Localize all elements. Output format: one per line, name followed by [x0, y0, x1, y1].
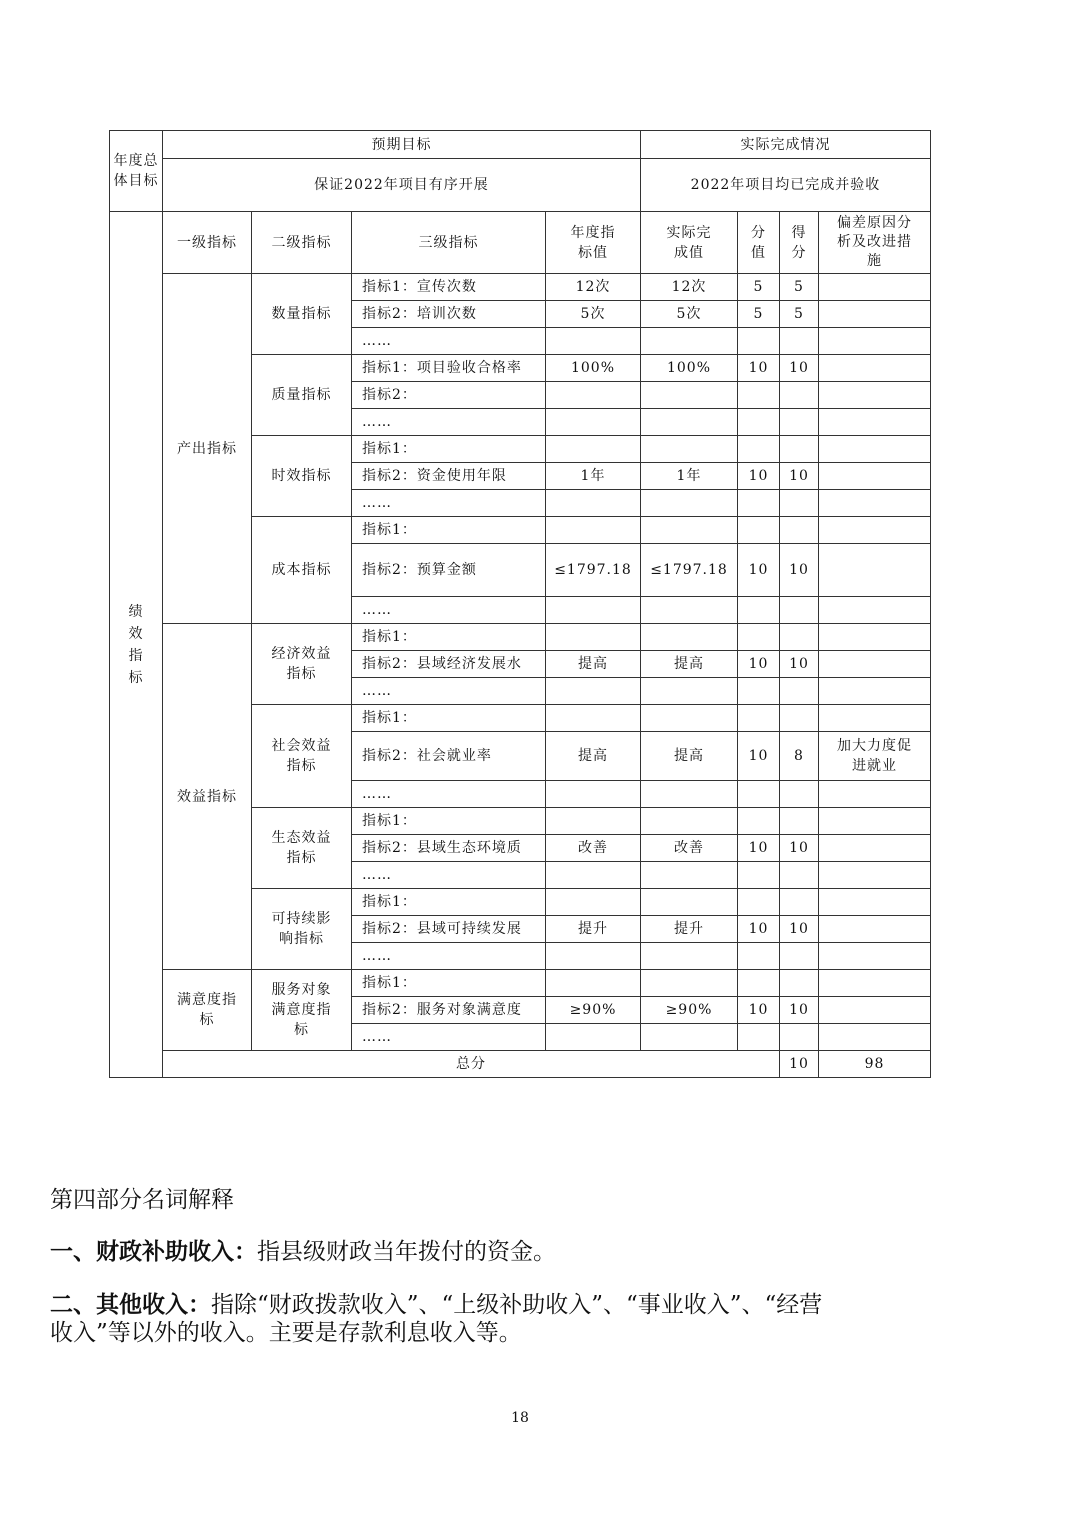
annual-value-cell	[546, 808, 641, 835]
level2-sustain	[252, 889, 352, 970]
deviation-cell	[819, 301, 931, 328]
header-score: 分值	[738, 212, 780, 274]
actual-value-cell	[641, 889, 738, 916]
actual-value-cell	[641, 1024, 738, 1051]
level2-label: 可持续影响指标	[271, 911, 332, 947]
deviation-cell	[819, 624, 931, 651]
annual-value-cell	[546, 781, 641, 808]
indicator-cell: 指标2：资金使用年限	[352, 463, 546, 490]
level2-social	[252, 705, 352, 808]
level2-label: 数量指标	[271, 306, 332, 322]
deviation-cell	[819, 490, 931, 517]
annual-value-cell	[546, 889, 641, 916]
header-level1: 一级指标	[163, 212, 252, 274]
actual-value-cell	[641, 781, 738, 808]
glossary-item-2	[50, 1290, 822, 1320]
actual-value-cell: 5次	[641, 301, 738, 328]
got-cell: 10	[780, 463, 819, 490]
header-got: 得分	[780, 212, 819, 274]
score-cell: 5	[738, 274, 780, 301]
total-got: 98	[819, 1051, 931, 1078]
score-cell	[738, 889, 780, 916]
level2-label: 质量指标	[271, 387, 332, 403]
got-cell	[780, 597, 819, 624]
actual-value-cell	[641, 943, 738, 970]
score-cell: 10	[738, 732, 780, 781]
indicator-cell: 指标2：县域生态环境质	[352, 835, 546, 862]
indicator-cell: ……	[352, 1024, 546, 1051]
indicator-cell: 指标2：县域经济发展水	[352, 651, 546, 678]
glossary-heading: 第四部分名词解释	[50, 1187, 234, 1213]
level2-label: 服务对象满意度指标	[271, 982, 332, 1038]
deviation-cell	[819, 889, 931, 916]
actual-value-cell: 12次	[641, 274, 738, 301]
got-cell	[780, 862, 819, 889]
actual-value-cell	[641, 436, 738, 463]
got-cell: 8	[780, 732, 819, 781]
level2-label: 生态效益指标	[271, 830, 332, 866]
deviation-cell	[819, 732, 931, 781]
annual-value-cell	[546, 624, 641, 651]
got-cell: 5	[780, 301, 819, 328]
deviation-cell	[819, 943, 931, 970]
got-cell	[780, 490, 819, 517]
annual-goal-label: 年度总体目标	[110, 131, 163, 212]
deviation-cell	[819, 436, 931, 463]
got-cell	[780, 436, 819, 463]
annual-value-cell	[546, 490, 641, 517]
score-cell: 10	[738, 835, 780, 862]
score-cell	[738, 490, 780, 517]
annual-value-cell	[546, 678, 641, 705]
deviation-cell	[819, 274, 931, 301]
actual-value-cell	[641, 678, 738, 705]
indicator-cell: ……	[352, 409, 546, 436]
table-row	[110, 274, 931, 301]
actual-value-cell	[641, 624, 738, 651]
total-label: 总分	[163, 1051, 780, 1078]
deviation-cell	[819, 1024, 931, 1051]
indicator-cell: 指标1：	[352, 436, 546, 463]
got-cell: 10	[780, 835, 819, 862]
level2-label: 时效指标	[271, 468, 332, 484]
annual-value-cell: 12次	[546, 274, 641, 301]
actual-value-cell	[641, 409, 738, 436]
item1-term: 一、财政补助收入：	[50, 1238, 257, 1265]
score-cell	[738, 328, 780, 355]
annual-value-cell: 提高	[546, 651, 641, 678]
annual-value-cell: 提高	[546, 732, 641, 781]
total-score: 10	[780, 1051, 819, 1078]
got-cell	[780, 1024, 819, 1051]
level1-label: 产出指标	[177, 440, 237, 457]
got-cell	[780, 382, 819, 409]
score-cell: 10	[738, 651, 780, 678]
got-cell	[780, 517, 819, 544]
actual-value-cell	[641, 382, 738, 409]
perf-label: 绩效指标	[110, 212, 163, 1078]
indicator-cell: 指标2：预算金额	[352, 544, 546, 597]
got-cell	[780, 943, 819, 970]
score-cell: 10	[738, 997, 780, 1024]
score-cell	[738, 678, 780, 705]
indicator-cell: 指标2：	[352, 382, 546, 409]
header-level2: 二级指标	[252, 212, 352, 274]
score-cell	[738, 808, 780, 835]
deviation-cell	[819, 382, 931, 409]
annual-value-cell: 改善	[546, 835, 641, 862]
item2-text-line1: 指除“财政拨款收入”、“上级补助收入”、“事业收入”、“经营	[211, 1292, 823, 1318]
actual-value-cell: 提升	[641, 916, 738, 943]
deviation-cell	[819, 409, 931, 436]
total-row	[110, 1051, 931, 1078]
glossary-item-2-cont: 收入”等以外的收入。主要是存款利息收入等。	[50, 1320, 522, 1346]
deviation-cell	[819, 808, 931, 835]
actual-value-cell: 1年	[641, 463, 738, 490]
actual-value-cell	[641, 705, 738, 732]
annual-value-cell	[546, 943, 641, 970]
score-cell: 5	[738, 301, 780, 328]
annual-value-cell: 1年	[546, 463, 641, 490]
annual-value-cell: ≤1797.18	[546, 544, 641, 597]
score-cell	[738, 409, 780, 436]
actual-value-cell	[641, 328, 738, 355]
got-cell	[780, 705, 819, 732]
annual-value-cell	[546, 328, 641, 355]
annual-value-cell	[546, 409, 641, 436]
got-cell: 10	[780, 355, 819, 382]
score-cell	[738, 624, 780, 651]
actual-value-cell	[641, 970, 738, 997]
deviation-cell	[819, 544, 931, 597]
table-row	[110, 624, 931, 651]
indicator-cell: ……	[352, 597, 546, 624]
level2-label: 经济效益指标	[271, 646, 332, 682]
performance-table	[109, 130, 931, 1078]
actual-value-cell	[641, 517, 738, 544]
got-cell	[780, 808, 819, 835]
got-cell	[780, 409, 819, 436]
indicator-cell: ……	[352, 781, 546, 808]
score-cell	[738, 1024, 780, 1051]
actual-value-cell	[641, 808, 738, 835]
score-cell	[738, 862, 780, 889]
deviation-cell	[819, 597, 931, 624]
actual-value-cell: 提高	[641, 651, 738, 678]
actual-value-cell	[641, 490, 738, 517]
level2-timeliness	[252, 436, 352, 517]
item1-text: 指县级财政当年拨付的资金。	[257, 1239, 556, 1265]
actual-value-cell: 改善	[641, 835, 738, 862]
annual-value-cell	[546, 597, 641, 624]
score-cell	[738, 382, 780, 409]
deviation-cell	[819, 970, 931, 997]
level2-quality	[252, 355, 352, 436]
got-cell	[780, 781, 819, 808]
annual-value-cell: 提升	[546, 916, 641, 943]
level2-label: 社会效益指标	[271, 738, 332, 774]
deviation-cell	[819, 781, 931, 808]
indicator-cell: 指标2：社会就业率	[352, 732, 546, 781]
level1-output	[163, 274, 252, 624]
header-deviation: 偏差原因分析及改进措施	[819, 212, 931, 274]
annual-value-cell	[546, 382, 641, 409]
deviation-cell	[819, 705, 931, 732]
got-cell	[780, 970, 819, 997]
actual-value-cell: 100%	[641, 355, 738, 382]
annual-value-cell	[546, 517, 641, 544]
indicator-cell: 指标1：	[352, 889, 546, 916]
indicator-cell: 指标1：	[352, 624, 546, 651]
score-cell: 10	[738, 916, 780, 943]
actual-value-cell	[641, 862, 738, 889]
score-cell: 10	[738, 463, 780, 490]
annual-value-cell	[546, 705, 641, 732]
actual-value-cell	[641, 597, 738, 624]
level1-benefit	[163, 624, 252, 970]
annual-value-cell: 5次	[546, 301, 641, 328]
header-annual-value: 年度指标值	[546, 212, 641, 274]
score-cell	[738, 781, 780, 808]
deviation-cell	[819, 862, 931, 889]
page-number: 18	[511, 1410, 529, 1426]
score-cell	[738, 517, 780, 544]
expected-goal-header: 预期目标	[163, 131, 641, 159]
deviation-cell	[819, 328, 931, 355]
indicator-cell: 指标2：服务对象满意度	[352, 997, 546, 1024]
got-cell: 10	[780, 651, 819, 678]
level2-cost	[252, 517, 352, 624]
got-cell: 10	[780, 544, 819, 597]
got-cell	[780, 328, 819, 355]
annual-value-cell: ≥90%	[546, 997, 641, 1024]
annual-value-cell	[546, 862, 641, 889]
level2-eco	[252, 808, 352, 889]
indicator-cell: 指标2：培训次数	[352, 301, 546, 328]
score-cell	[738, 970, 780, 997]
deviation-cell	[819, 678, 931, 705]
indicator-cell: ……	[352, 678, 546, 705]
actual-value-cell: ≥90%	[641, 997, 738, 1024]
score-cell: 10	[738, 355, 780, 382]
score-cell	[738, 943, 780, 970]
glossary-item-1	[50, 1237, 556, 1267]
got-cell	[780, 678, 819, 705]
level2-service	[252, 970, 352, 1051]
got-cell: 10	[780, 997, 819, 1024]
level1-label: 满意度指标	[177, 992, 237, 1028]
annual-value-cell	[546, 1024, 641, 1051]
annual-value-cell	[546, 436, 641, 463]
score-cell	[738, 705, 780, 732]
indicator-cell: 指标2：县域可持续发展	[352, 916, 546, 943]
actual-value-cell: ≤1797.18	[641, 544, 738, 597]
actual-value-cell: 提高	[641, 732, 738, 781]
score-cell: 10	[738, 544, 780, 597]
deviation-cell	[819, 463, 931, 490]
deviation-cell	[819, 916, 931, 943]
indicator-cell: ……	[352, 490, 546, 517]
level2-economic	[252, 624, 352, 705]
indicator-cell: 指标1：	[352, 517, 546, 544]
level2-label: 成本指标	[271, 562, 332, 578]
actual-header: 实际完成情况	[641, 131, 931, 159]
indicator-cell: 指标1：	[352, 970, 546, 997]
deviation-cell	[819, 651, 931, 678]
indicator-cell: 指标1：宣传次数	[352, 274, 546, 301]
expected-goal-text: 保证2022年项目有序开展	[163, 159, 641, 212]
indicator-cell: ……	[352, 862, 546, 889]
deviation-text: 加大力度促进就业	[837, 738, 912, 774]
annual-value-cell	[546, 970, 641, 997]
level1-label: 效益指标	[177, 788, 237, 805]
level1-satisfaction	[163, 970, 252, 1051]
score-cell	[738, 436, 780, 463]
got-cell: 5	[780, 274, 819, 301]
indicator-cell: 指标1：	[352, 808, 546, 835]
indicator-cell: ……	[352, 943, 546, 970]
indicator-cell: 指标1：	[352, 705, 546, 732]
header-actual-value: 实际完成值	[641, 212, 738, 274]
annual-value-cell: 100%	[546, 355, 641, 382]
indicator-cell: 指标1：项目验收合格率	[352, 355, 546, 382]
level2-quantity	[252, 274, 352, 355]
got-cell	[780, 624, 819, 651]
got-cell: 10	[780, 916, 819, 943]
actual-text: 2022年项目均已完成并验收	[641, 159, 931, 212]
table-row	[110, 970, 931, 997]
score-cell	[738, 597, 780, 624]
item2-term: 二、其他收入：	[50, 1291, 211, 1318]
deviation-cell	[819, 997, 931, 1024]
deviation-cell	[819, 355, 931, 382]
indicator-cell: ……	[352, 328, 546, 355]
deviation-cell	[819, 517, 931, 544]
header-level3: 三级指标	[352, 212, 546, 274]
got-cell	[780, 889, 819, 916]
deviation-cell	[819, 835, 931, 862]
